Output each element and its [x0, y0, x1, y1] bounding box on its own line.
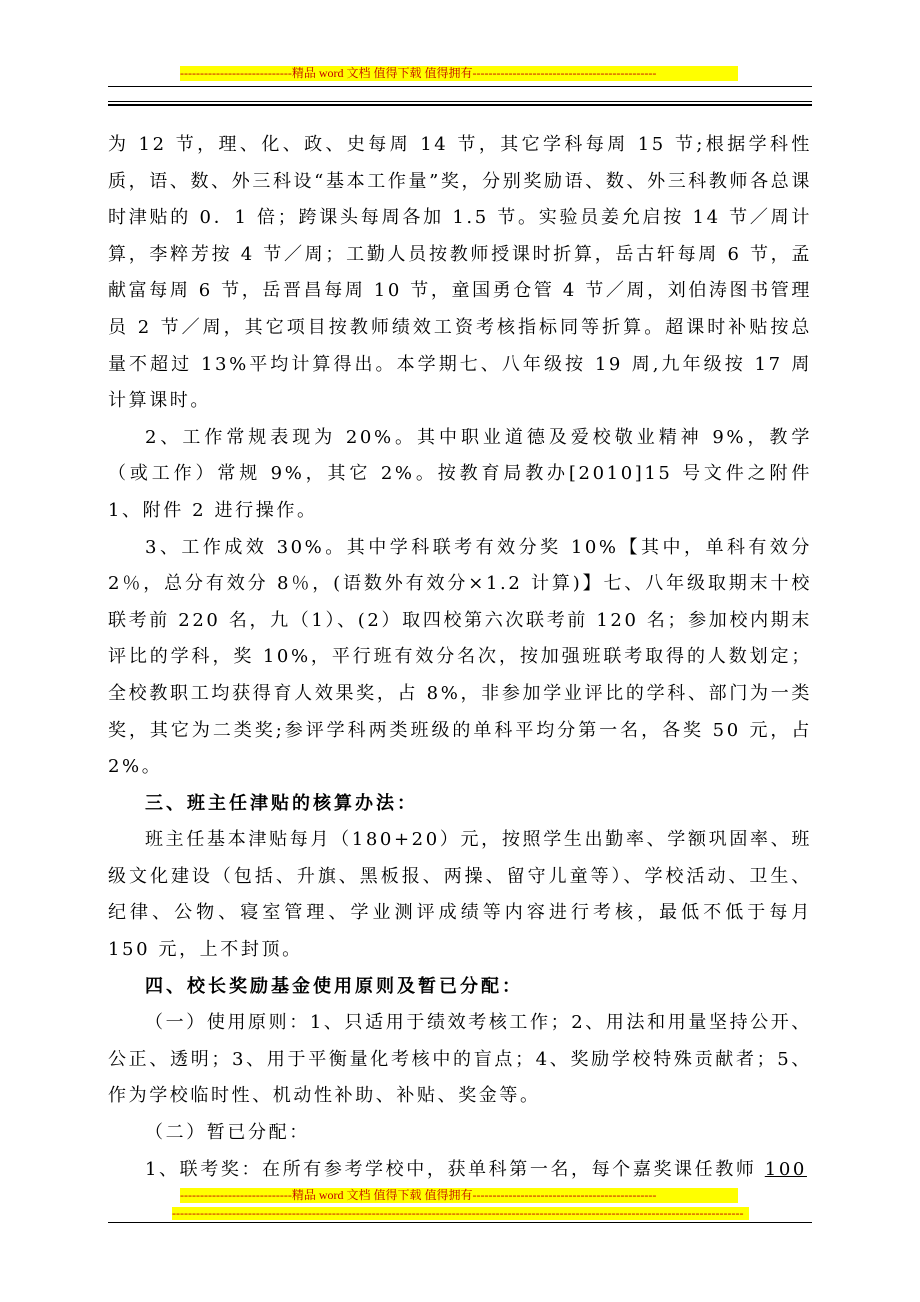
- section-heading-4: 四、校长奖励基金使用原则及暂已分配：: [145, 975, 523, 997]
- footer-rule: [108, 1222, 812, 1223]
- exam-award-text: 1、联考奖：在所有参考学校中，获单科第一名，每个嘉奖课任教师: [145, 1158, 765, 1180]
- paragraph-usage-principles: （一）使用原则：1、只适用于绩效考核工作；2、用法和用量坚持公开、公正、透明；3、用于平衡量化考核中的盲点；4、奖励学校特殊贡献者；5、作为学校临时性、机动性补助、补贴、奖金等。: [108, 1012, 812, 1107]
- footer-banner: ----------------------------精品 word 文档 值得下载 值得拥有----------------------------------------------: [180, 1188, 738, 1203]
- paragraph-allocation-heading: （二）暂已分配：: [145, 1122, 310, 1144]
- header-banner: ----------------------------精品 word 文档 值得下载 值得拥有----------------------------------------------: [180, 66, 738, 81]
- document-body: [108, 127, 812, 1188]
- footer-banner-dashes: -----------------------------------------------------------------------------------------------------------------------------------------------: [172, 1207, 749, 1220]
- header-rule-thin: [108, 86, 812, 87]
- paragraph-work-results: 3、工作成效 30%。其中学科联考有效分奖 10%【其中，单科有效分 2％，总分有效分 8％，(语数外有效分×1.2 计算)】七、八年级取期末十校联考前 220 名，九（1）、(2）取四校第六次联考前 120 名；参加校内期末评比的学科，奖 10%，平行班有效分名次，按加强班联考取得的人数划定；全校教职工均获得育人效果奖，占 8%，非参加学业评比的学科、部门为一类奖，其它为二类奖;参评学科两类班级的单科平均分第一名，各奖 50 元，占 2%。: [108, 536, 812, 778]
- header-rule-double-top: [108, 101, 812, 102]
- paragraph-exam-award: [108, 1152, 812, 1189]
- header-rule-double-bottom: [108, 104, 812, 106]
- section-heading-3: 三、班主任津贴的核算办法：: [145, 792, 418, 814]
- paragraph-work-routine: 2、工作常规表现为 20%。其中职业道德及爱校敬业精神 9%，教学（或工作）常规 9%，其它 2%。按教育局教办[2010]15 号文件之附件 1、附件 2 进行操作。: [108, 426, 812, 521]
- exam-award-amount: 100: [764, 1158, 807, 1180]
- paragraph-class-hours: 为 12 节，理、化、政、史每周 14 节，其它学科每周 15 节;根据学科性质，语、数、外三科设“基本工作量”奖，分别奖励语、数、外三科教师各总课时津贴的 0．1 倍；跨课头每周各加 1.5 节。实验员姜允启按 14 节／周计算，李粹芳按 4 节／周；工勤人员按教师授课时折算，岳古轩每周 6 节，孟献富每周 6 节，岳晋昌每周 10 节，童国勇仓管 4 节／周，刘伯涛图书管理员 2 节／周，其它项目按教师绩效工资考核指标同等折算。超课时补贴按总量不超过 13%平均计算得出。本学期七、八年级按 19 周,九年级按 17 周计算课时。: [108, 134, 812, 412]
- paragraph-head-teacher-allowance: 班主任基本津贴每月（180+20）元，按照学生出勤率、学额巩固率、班级文化建设（包括、升旗、黑板报、两操、留守儿童等）、学校活动、卫生、纪律、公物、寝室管理、学业测评成绩等内容进行考核，最低不低于每月 150 元，上不封顶。: [108, 829, 812, 961]
